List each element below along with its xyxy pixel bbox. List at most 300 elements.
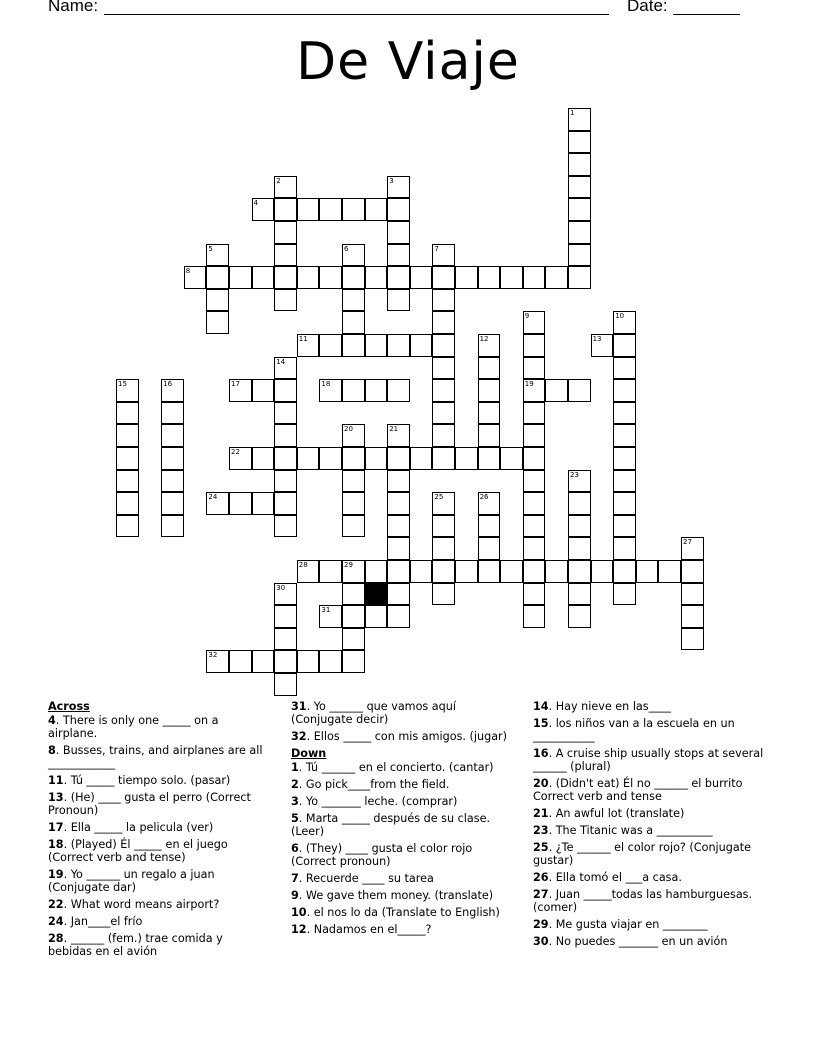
clue-text: The Titanic was a __________ [555, 824, 713, 837]
grid-cell[interactable] [613, 470, 636, 493]
grid-cell[interactable] [252, 492, 275, 515]
grid-cell[interactable] [387, 244, 410, 267]
down-clue-15: 15. los niños van a la escuela en un ___________ [533, 717, 739, 743]
grid-cell[interactable] [319, 560, 342, 583]
grid-cell[interactable] [568, 244, 591, 267]
grid-number: 9 [524, 312, 530, 321]
grid-cell[interactable] [161, 447, 184, 470]
grid-cell[interactable] [568, 198, 591, 221]
grid-cell[interactable] [478, 266, 501, 289]
grid-number: 27 [683, 538, 692, 547]
clue-text: Yo ______ que vamos aquí (Conjugate decir) [291, 700, 460, 726]
grid-cell[interactable] [410, 447, 433, 470]
grid-cell[interactable] [116, 515, 139, 538]
grid-cell[interactable] [274, 673, 297, 696]
grid-cell[interactable] [161, 402, 184, 425]
clue-text: No puedes _______ en un avión [555, 935, 728, 948]
grid-cell[interactable] [523, 266, 546, 289]
grid-cell[interactable] [523, 402, 546, 425]
clue-number: 6 [291, 842, 299, 855]
grid-cell[interactable] [387, 605, 410, 628]
down-clue-5: 5. Marta _____ después de su clase. (Leer) [291, 812, 494, 838]
down-clue-7: 7. Recuerde ____ su tarea [291, 872, 434, 885]
grid-cell[interactable] [342, 334, 365, 357]
grid-cell[interactable] [116, 402, 139, 425]
grid-cell[interactable] [116, 447, 139, 470]
grid-cell[interactable] [432, 402, 455, 425]
grid-cell[interactable] [319, 334, 342, 357]
clue-number: 10 [291, 906, 307, 919]
grid-number: 15 [118, 380, 127, 389]
down-heading: Down [291, 747, 327, 760]
grid-cell[interactable] [161, 470, 184, 493]
grid-cell[interactable] [274, 402, 297, 425]
grid-cell[interactable] [591, 560, 614, 583]
down-clue-23: 23. The Titanic was a __________ [533, 824, 713, 837]
clue-text: el nos lo da (Translate to English) [313, 906, 500, 919]
grid-cell[interactable] [432, 424, 455, 447]
grid-cell[interactable] [274, 515, 297, 538]
down-clue-20: 20. (Didn't eat) Él no ______ el burrito Correct verb and tense [533, 777, 747, 803]
grid-cell[interactable] [613, 560, 636, 583]
grid-cell[interactable] [681, 560, 704, 583]
down-clue-6: 6. (They) ____ gusta el color rojo (Correct pronoun) [291, 842, 476, 868]
grid-cell[interactable] [274, 266, 297, 289]
grid-cell[interactable] [410, 334, 433, 357]
grid-cell[interactable] [365, 379, 388, 402]
grid-number: 18 [321, 380, 331, 389]
grid-cell[interactable] [613, 402, 636, 425]
grid-cell[interactable] [478, 560, 501, 583]
clue-text: A cruise ship usually stops at several ______ (plural) [533, 747, 767, 773]
grid-cell[interactable] [342, 515, 365, 538]
grid-cell[interactable] [545, 266, 568, 289]
grid-cell[interactable] [613, 357, 636, 380]
grid-cell[interactable] [319, 650, 342, 673]
grid-cell[interactable] [478, 515, 501, 538]
grid-number: 2 [276, 176, 281, 185]
grid-cell[interactable] [342, 198, 365, 221]
down-clue-25: 25. ¿Te ______ el color rojo? (Conjugate gustar) [533, 841, 755, 867]
grid-cell[interactable] [568, 131, 591, 154]
grid-cell[interactable] [387, 583, 410, 606]
grid-cell[interactable] [523, 492, 546, 515]
grid-cell[interactable] [432, 379, 455, 402]
clue-number: 14 [533, 700, 549, 713]
grid-cell[interactable] [681, 628, 704, 651]
down-clue-29: 29. Me gusta viajar en ________ [533, 918, 708, 931]
grid-cell[interactable] [523, 583, 546, 606]
clue-number: 29 [533, 918, 549, 931]
clue-number: 25 [533, 841, 549, 854]
clue-text: Me gusta viajar en ________ [555, 918, 708, 931]
grid-cell[interactable] [387, 492, 410, 515]
clue-text: Ella _____ la pelicula (ver) [70, 821, 214, 834]
grid-number: 12 [479, 335, 489, 343]
across-clue-4: 4. There is only one _____ on a airplane. [48, 714, 223, 740]
clue-number: 1 [291, 761, 299, 774]
grid-cell[interactable] [297, 447, 320, 470]
clue-text: Busses, trains, and airplanes are all ____________ [48, 744, 267, 770]
clue-number: 21 [533, 807, 549, 820]
grid-cell[interactable] [365, 198, 388, 221]
grid-cell[interactable] [410, 266, 433, 289]
grid-number: 29 [344, 561, 353, 569]
across-clue-18: 18. (Played) Él _____ en el juego (Correct verb and tense) [48, 838, 232, 864]
grid-cell[interactable] [432, 266, 455, 289]
clue-number: 28 [48, 932, 64, 945]
grid-cell[interactable] [568, 176, 591, 199]
clue-number: 22 [48, 898, 64, 911]
grid-number: 30 [276, 583, 286, 592]
grid-cell[interactable] [342, 470, 365, 493]
across-clue-19: 19. Yo ______ un regalo a juan (Conjugate dar) [48, 868, 219, 894]
grid-number: 8 [185, 267, 191, 276]
grid-cell[interactable] [365, 447, 388, 470]
grid-cell[interactable] [500, 447, 523, 470]
grid-cell[interactable] [319, 447, 342, 470]
grid-cell[interactable] [432, 583, 455, 606]
grid-cell[interactable] [342, 289, 365, 312]
grid-number: 24 [208, 493, 218, 502]
grid-cell[interactable] [252, 650, 275, 673]
across-clue-28: 28. ______ (fem.) trae comida y bebidas en el avión [48, 932, 227, 958]
grid-cell[interactable] [342, 628, 365, 651]
clue-number: 9 [291, 889, 299, 902]
grid-number: 6 [344, 244, 349, 253]
across-clue-11: 11. Tú _____ tiempo solo. (pasar) [48, 774, 231, 787]
down-clue-10: 10. el nos lo da (Translate to English) [291, 906, 500, 919]
grid-cell[interactable] [274, 244, 297, 267]
grid-number: 32 [208, 651, 218, 660]
clue-number: 3 [291, 795, 299, 808]
grid-cell[interactable] [568, 560, 591, 583]
grid-cell[interactable] [613, 537, 636, 560]
grid-cell[interactable] [478, 402, 501, 425]
across-clue-31: 31. Yo ______ que vamos aquí (Conjugate decir) [291, 700, 460, 726]
clue-number: 32 [291, 730, 307, 743]
grid-cell[interactable] [342, 311, 365, 334]
down-clue-12: 12. Nadamos en el_____? [291, 923, 432, 936]
grid-cell[interactable] [613, 515, 636, 538]
grid-number: 17 [231, 380, 240, 389]
grid-cell[interactable] [206, 266, 229, 289]
clue-text: An awful lot (translate) [555, 807, 685, 820]
clue-text: Yo _______ leche. (comprar) [305, 795, 458, 808]
grid-cell[interactable] [365, 560, 388, 583]
grid-cell[interactable] [297, 650, 320, 673]
across-heading: Across [48, 700, 90, 713]
across-clue-13: 13. (He) ____ gusta el perro (Correct Pronoun) [48, 791, 255, 817]
clue-number: 12 [291, 923, 307, 936]
grid-cell[interactable] [387, 289, 410, 312]
grid-cell[interactable] [613, 379, 636, 402]
grid-cell[interactable] [523, 560, 546, 583]
grid-cell[interactable] [658, 560, 681, 583]
grid-number: 16 [163, 380, 173, 389]
grid-cell[interactable] [342, 447, 365, 470]
clue-text: Juan _____todas las hamburguesas. (comer) [533, 888, 756, 914]
clue-number: 4 [48, 714, 56, 727]
clue-number: 19 [48, 868, 64, 881]
down-clue-2: 2. Go pick____from the field. [291, 778, 450, 791]
across-clue-8: 8. Busses, trains, and airplanes are all ____________ [48, 744, 267, 770]
grid-cell[interactable] [613, 583, 636, 606]
clue-text: Tú _____ tiempo solo. (pasar) [70, 774, 231, 787]
grid-cell[interactable] [274, 650, 297, 673]
clue-number: 13 [48, 791, 64, 804]
grid-cell[interactable] [478, 537, 501, 560]
grid-cell[interactable] [455, 560, 478, 583]
clue-number: 7 [291, 872, 299, 885]
grid-cell[interactable] [274, 379, 297, 402]
grid-cell[interactable] [613, 334, 636, 357]
grid-cell[interactable] [523, 515, 546, 538]
grid-cell[interactable] [432, 311, 455, 334]
clue-text: What word means airport? [70, 898, 220, 911]
grid-cell[interactable] [432, 289, 455, 312]
grid-number: 10 [615, 312, 625, 321]
grid-cell[interactable] [568, 266, 591, 289]
grid-number: 13 [592, 335, 602, 343]
grid-cell[interactable] [568, 153, 591, 176]
clue-text: Ellos _____ con mis amigos. (jugar) [313, 730, 508, 743]
grid-cell[interactable] [229, 492, 252, 515]
grid-cell[interactable] [545, 379, 568, 402]
down-clue-16: 16. A cruise ship usually stops at several ______ (plural) [533, 747, 767, 773]
grid-cell[interactable] [432, 357, 455, 380]
grid-cell[interactable] [161, 492, 184, 515]
grid-cell[interactable] [319, 266, 342, 289]
grid-cell[interactable] [500, 560, 523, 583]
across-clue-22: 22. What word means airport? [48, 898, 220, 911]
grid-cell[interactable] [478, 424, 501, 447]
clue-text: (Didn't eat) Él no ______ el burrito Correct verb and tense [533, 777, 747, 803]
grid-cell[interactable] [206, 289, 229, 312]
down-clue-26: 26. Ella tomó el ___a casa. [533, 871, 682, 884]
grid-cell[interactable] [545, 560, 568, 583]
grid-cell[interactable] [229, 266, 252, 289]
grid-cell[interactable] [478, 447, 501, 470]
clue-number: 31 [291, 700, 307, 713]
grid-number: 7 [434, 244, 439, 253]
clue-text: Jan____el frío [70, 915, 143, 928]
grid-cell[interactable] [274, 198, 297, 221]
grid-cell[interactable] [568, 537, 591, 560]
grid-number: 28 [298, 561, 308, 569]
grid-cell[interactable] [568, 515, 591, 538]
clue-text: We gave them money. (translate) [305, 889, 494, 902]
grid-cell[interactable] [523, 334, 546, 357]
clue-text: Nadamos en el_____? [313, 923, 432, 936]
grid-cell[interactable] [636, 560, 659, 583]
clue-number: 27 [533, 888, 549, 901]
down-clue-14: 14. Hay nieve en las____ [533, 700, 671, 713]
clue-column-3 [533, 700, 769, 952]
grid-cell[interactable] [432, 447, 455, 470]
grid-number: 26 [479, 493, 489, 502]
grid-number: 14 [276, 357, 286, 366]
grid-number: 19 [524, 380, 534, 389]
clue-text: Ella tomó el ___a casa. [555, 871, 682, 884]
down-clue-27: 27. Juan _____todas las hamburguesas. (comer) [533, 888, 756, 914]
clue-number: 26 [533, 871, 549, 884]
page-title: De Viaje [296, 32, 520, 92]
grid-cell[interactable] [229, 650, 252, 673]
clue-number: 8 [48, 744, 56, 757]
grid-cell[interactable] [387, 334, 410, 357]
grid-cell[interactable] [206, 311, 229, 334]
grid-cell[interactable] [613, 424, 636, 447]
grid-cell[interactable] [568, 221, 591, 244]
grid-cell[interactable] [274, 289, 297, 312]
clue-text: There is only one _____ on a airplane. [48, 714, 223, 740]
clue-text: Marta _____ después de su clase. (Leer) [291, 812, 494, 838]
down-clue-9: 9. We gave them money. (translate) [291, 889, 494, 902]
grid-number: 20 [344, 425, 353, 434]
grid-cell[interactable] [342, 379, 365, 402]
grid-cell[interactable] [342, 266, 365, 289]
grid-cell[interactable] [523, 357, 546, 380]
grid-cell[interactable] [478, 379, 501, 402]
grid-cell[interactable] [387, 379, 410, 402]
grid-cell[interactable] [523, 605, 546, 628]
grid-block [365, 583, 388, 606]
grid-cell[interactable] [568, 492, 591, 515]
grid-number: 23 [570, 470, 579, 479]
grid-cell[interactable] [455, 266, 478, 289]
clue-number: 20 [533, 777, 549, 790]
grid-cell[interactable] [116, 470, 139, 493]
grid-cell[interactable] [365, 334, 388, 357]
grid-cell[interactable] [342, 583, 365, 606]
grid-cell[interactable] [523, 470, 546, 493]
grid-number: 4 [253, 199, 259, 208]
grid-cell[interactable] [387, 537, 410, 560]
grid-cell[interactable] [568, 583, 591, 606]
grid-number: 21 [389, 425, 399, 434]
grid-cell[interactable] [297, 198, 320, 221]
grid-cell[interactable] [523, 424, 546, 447]
grid-cell[interactable] [252, 266, 275, 289]
grid-cell[interactable] [274, 605, 297, 628]
grid-cell[interactable] [478, 357, 501, 380]
grid-cell[interactable] [432, 537, 455, 560]
clue-number: 2 [291, 778, 299, 791]
clue-number: 23 [533, 824, 549, 837]
clue-text: ¿Te ______ el color rojo? (Conjugate gustar) [533, 841, 755, 867]
grid-cell[interactable] [274, 447, 297, 470]
grid-cell[interactable] [161, 424, 184, 447]
grid-cell[interactable] [432, 560, 455, 583]
clue-text: Hay nieve en las____ [555, 700, 671, 713]
clue-text: (Played) Él _____ en el juego (Correct verb and tense) [48, 838, 232, 864]
clue-text: Go pick____from the field. [305, 778, 450, 791]
grid-cell[interactable] [613, 492, 636, 515]
clue-text: (They) ____ gusta el color rojo (Correct pronoun) [291, 842, 476, 868]
grid-cell[interactable] [455, 447, 478, 470]
clue-text: Recuerde ____ su tarea [305, 872, 434, 885]
grid-cell[interactable] [274, 492, 297, 515]
grid-cell[interactable] [613, 447, 636, 470]
across-clue-32: 32. Ellos _____ con mis amigos. (jugar) [291, 730, 508, 743]
grid-cell[interactable] [568, 605, 591, 628]
grid-cell[interactable] [116, 424, 139, 447]
grid-cell[interactable] [365, 605, 388, 628]
grid-cell[interactable] [342, 650, 365, 673]
date-label: Date: [627, 0, 668, 15]
down-clue-1: 1. Tú ______ en el concierto. (cantar) [291, 761, 494, 774]
grid-cell[interactable] [432, 515, 455, 538]
clue-number: 17 [48, 821, 64, 834]
grid-number: 25 [434, 493, 444, 502]
grid-cell[interactable] [500, 266, 523, 289]
grid-cell[interactable] [274, 424, 297, 447]
grid-cell[interactable] [297, 266, 320, 289]
clue-text: Yo ______ un regalo a juan (Conjugate dar) [48, 868, 219, 894]
grid-cell[interactable] [365, 266, 388, 289]
grid-number: 22 [231, 448, 240, 456]
clue-number: 5 [291, 812, 299, 825]
down-clue-21: 21. An awful lot (translate) [533, 807, 685, 820]
clue-column-1 [48, 700, 270, 962]
grid-number: 1 [570, 109, 575, 117]
grid-cell[interactable] [387, 470, 410, 493]
grid-cell[interactable] [319, 198, 342, 221]
clue-column-2 [291, 700, 515, 940]
grid-cell[interactable] [387, 266, 410, 289]
grid-cell[interactable] [387, 221, 410, 244]
grid-cell[interactable] [252, 447, 275, 470]
grid-cell[interactable] [274, 470, 297, 493]
grid-number: 31 [321, 606, 331, 615]
grid-cell[interactable] [523, 447, 546, 470]
name-label: Name: [48, 0, 99, 15]
grid-cell[interactable] [161, 515, 184, 538]
clue-text: los niños van a la escuela en un ___________ [533, 717, 739, 743]
grid-cell[interactable] [523, 537, 546, 560]
grid-cell[interactable] [410, 560, 433, 583]
grid-cell[interactable] [252, 379, 275, 402]
clue-number: 24 [48, 915, 64, 928]
clue-text: ______ (fem.) trae comida y bebidas en el avión [48, 932, 227, 958]
grid-cell[interactable] [342, 492, 365, 515]
grid-cell[interactable] [568, 379, 591, 402]
grid-cell[interactable] [681, 605, 704, 628]
clue-text: (He) ____ gusta el perro (Correct Pronoun) [48, 791, 255, 817]
grid-cell[interactable] [342, 605, 365, 628]
grid-cell[interactable] [274, 221, 297, 244]
clue-number: 30 [533, 935, 549, 948]
grid-cell[interactable] [387, 560, 410, 583]
clue-number: 18 [48, 838, 64, 851]
grid-cell[interactable] [116, 492, 139, 515]
grid-number: 3 [389, 176, 394, 185]
across-clue-17: 17. Ella _____ la pelicula (ver) [48, 821, 214, 834]
grid-cell[interactable] [387, 515, 410, 538]
grid-cell[interactable] [387, 447, 410, 470]
clue-number: 16 [533, 747, 549, 760]
grid-cell[interactable] [681, 583, 704, 606]
clue-number: 15 [533, 717, 549, 730]
grid-number: 11 [298, 335, 308, 343]
grid-cell[interactable] [432, 334, 455, 357]
down-clue-30: 30. No puedes _______ en un avión [533, 935, 728, 948]
grid-cell[interactable] [274, 628, 297, 651]
across-clue-24: 24. Jan____el frío [48, 915, 143, 928]
clue-text: Tú ______ en el concierto. (cantar) [305, 761, 494, 774]
grid-cell[interactable] [387, 198, 410, 221]
